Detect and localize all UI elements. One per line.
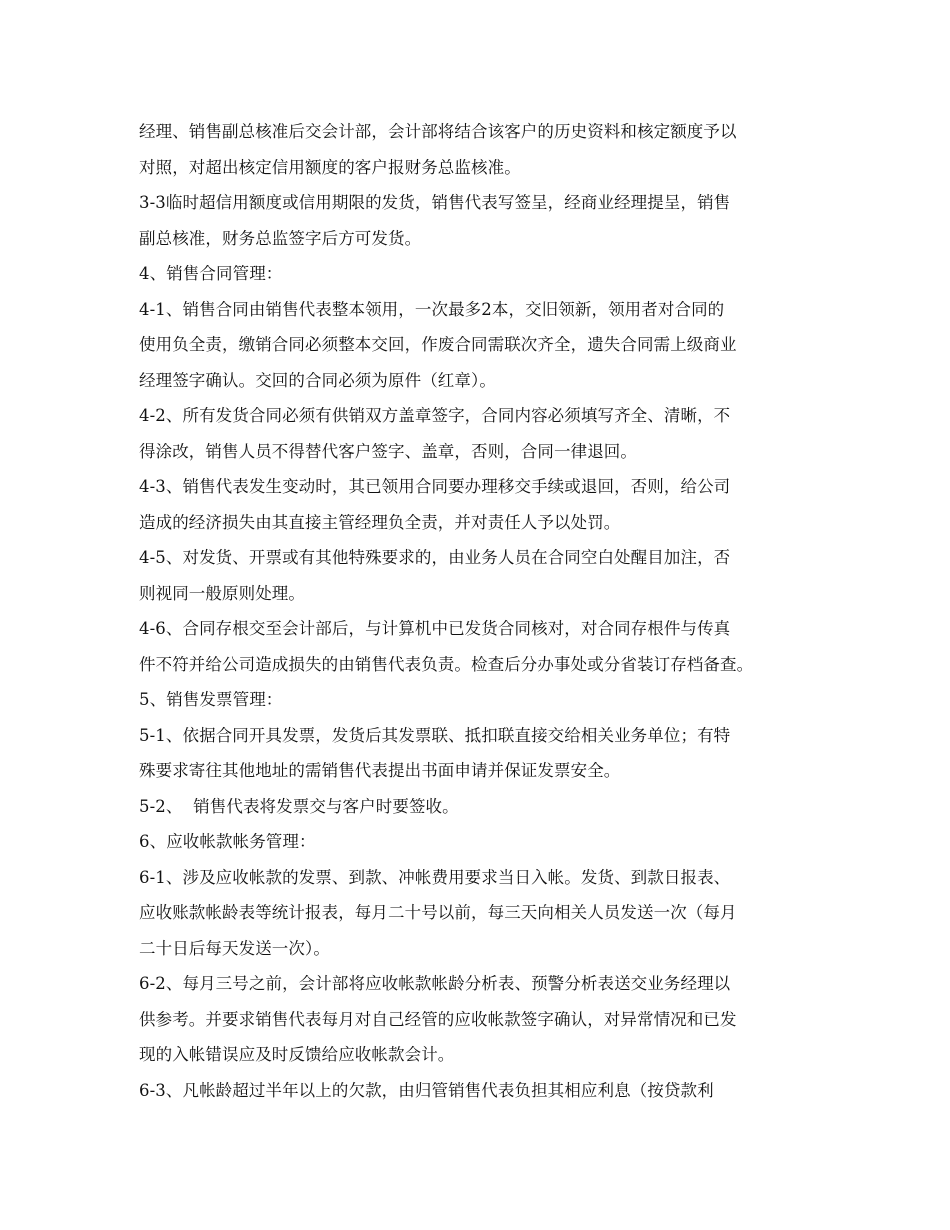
section-heading: 5、销售发票管理： xyxy=(139,690,283,709)
text-line: 副总核准，财务总监签字后方可发货。 xyxy=(139,228,422,248)
text-line: 造成的经济损失由其直接主管经理负全责，并对责任人予以处罚。 xyxy=(139,512,621,532)
text-line: 6-3、凡帐龄超过半年以上的欠款，由归管销售代表负担其相应利息（按贷款利 xyxy=(139,1080,714,1100)
text-line: 4-3、销售代表发生变动时，其已领用合同要办理移交手续或退回，否则，给公司 xyxy=(139,477,731,496)
text-line: 5-1、依据合同开具发票，发货后其发票联、抵扣联直接交给相关业务单位；有特 xyxy=(139,725,731,745)
text-line: 二十日后每天发送一次）。 xyxy=(139,938,330,958)
section-heading: 6、应收帐款帐务管理： xyxy=(139,832,316,851)
text-line: 经理签字确认。交回的合同必须为原件（红章）。 xyxy=(139,370,496,390)
text-line: 3-3临时超信用额度或信用期限的发货，销售代表写签呈，经商业经理提呈，销售 xyxy=(139,193,731,212)
text-line: 4-1、销售合同由销售代表整本领用，一次最多2本，交旧领新，领用者对合同的 xyxy=(139,299,725,319)
text-line: 4-5、对发货、开票或有其他特殊要求的，由业务人员在合同空白处醒目加注，否 xyxy=(139,548,731,567)
text-line: 件不符并给公司造成损失的由销售代表负责。检查后分办事处或分省装订存档备查。 xyxy=(139,654,754,674)
text-line: 5-2、 销售代表将发票交与客户时要签收。 xyxy=(139,796,459,816)
text-line: 得涂改，销售人员不得替代客户签字、盖章，否则，合同一律退回。 xyxy=(139,441,637,461)
text-line: 对照，对超出核定信用额度的客户报财务总监核准。 xyxy=(139,157,521,177)
text-line: 应收账款帐龄表等统计报表，每月二十号以前，每三天向相关人员发送一次（每月 xyxy=(139,903,737,922)
text-line: 使用负全责，缴销合同必须整本交回，作废合同需联次齐全，遗失合同需上级商业 xyxy=(139,335,737,354)
text-line: 4-6、合同存根交至会计部后，与计算机中已发货合同核对，对合同存根件与传真 xyxy=(139,619,731,638)
section-heading: 4、销售合同管理： xyxy=(139,264,283,283)
text-line: 6-2、每月三号之前，会计部将应收帐款帐龄分析表、预警分析表送交业务经理以 xyxy=(139,974,731,993)
text-line: 现的入帐错误应及时反馈给应收帐款会计。 xyxy=(139,1045,455,1064)
text-line: 殊要求寄往其他地址的需销售代表提出书面申请并保证发票安全。 xyxy=(139,761,621,780)
text-line: 4-2、所有发货合同必须有供销双方盖章签字，合同内容必须填写齐全、清晰，不 xyxy=(139,406,731,425)
text-line: 经理、销售副总核准后交会计部，会计部将结合该客户的历史资料和核定额度予以 xyxy=(139,122,737,141)
text-line: 6-1、涉及应收帐款的发票、到款、冲帐费用要求当日入帐。发货、到款日报表、 xyxy=(139,867,731,887)
text-line: 供参考。并要求销售代表每月对自己经管的应收帐款签字确认，对异常情况和已发 xyxy=(139,1009,737,1029)
text-line: 则视同一般原则处理。 xyxy=(139,583,305,603)
document-body xyxy=(139,114,829,1108)
